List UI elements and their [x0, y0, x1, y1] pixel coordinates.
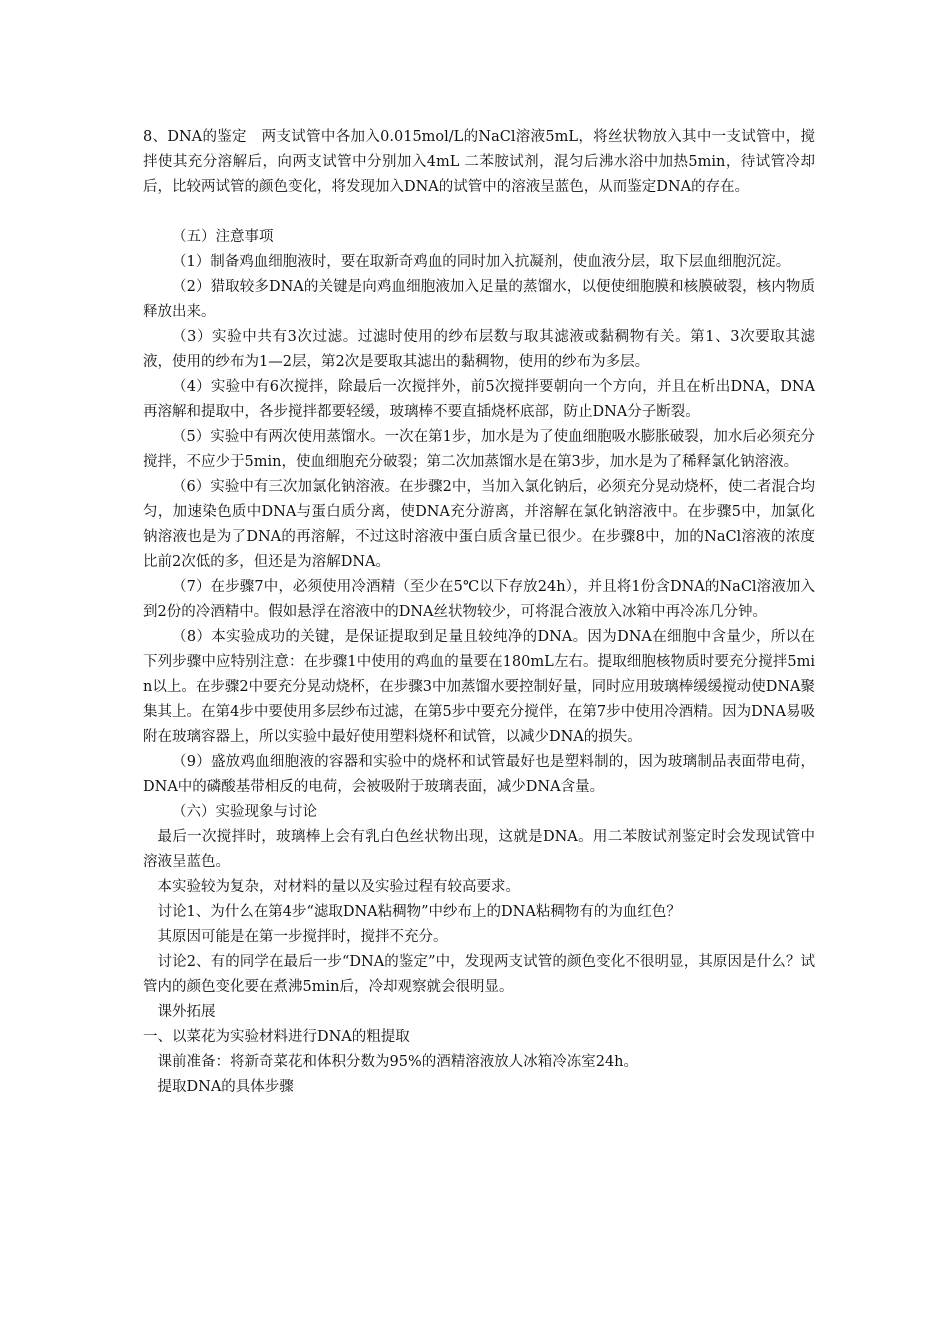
note-item: （3）实验中共有3次过滤。过滤时使用的纱布层数与取其滤液或黏稠物有关。第1、3次要取其滤液，使用的纱布为1—2层，第2次是要取其滤出的黏稠物，使用的纱布为多层。	[143, 329, 815, 370]
extension-title: 一、以菜花为实验材料进行DNA的粗提取	[143, 1029, 410, 1045]
discussion-paragraph: 讨论1、为什么在第4步“滤取DNA粘稠物”中纱布上的DNA粘稠物有的为血红色？	[157, 904, 681, 920]
dna-identification-paragraph: 8、DNA的鉴定 两支试管中各加入0.015mol/L的NaCl溶液5mL，将丝状物放入其中一支试管中，搅拌使其充分溶解后，向两支试管中分别加入4mL 二苯胺试剂，混匀后沸水浴中加热5min，待试管冷却后，比较两试管的颜色变化，将发现加入DNA的试管中的溶液呈蓝色，从而鉴定DNA的存在。	[143, 129, 815, 195]
discussion-paragraph: 其原因可能是在第一步搅拌时，搅拌不充分。	[157, 929, 448, 945]
note-item: （4）实验中有6次搅拌，除最后一次搅拌外，前5次搅拌要朝向一个方向，并且在析出DNA，DNA再溶解和提取中，各步搅拌都要轻缓，玻璃棒不要直插烧杯底部，防止DNA分子断裂。	[143, 379, 815, 420]
preparation-paragraph: 课前准备：将新奇菜花和体积分数为95%的酒精溶液放人冰箱冷冻室24h。	[157, 1054, 639, 1070]
note-item: （5）实验中有两次使用蒸馏水。一次在第1步，加水是为了使血细胞吸水膨胀破裂，加水后必须充分搅拌，不应少于5min，使血细胞充分破裂；第二次加蒸馏水是在第3步，加水是为了稀释氯化钠溶液。	[143, 429, 815, 470]
note-item: （1）制备鸡血细胞液时，要在取新奇鸡血的同时加入抗凝剂，使血液分层，取下层血细胞沉淀。	[172, 254, 791, 270]
document-page	[143, 125, 815, 1100]
steps-heading: 提取DNA的具体步骤	[157, 1079, 294, 1095]
note-item: （7）在步骤7中，必须使用冷酒精（至少在5℃以下存放24h），并且将1份含DNA的NaCl溶液加入到2份的冷酒精中。假如悬浮在溶液中的DNA丝状物较少，可将混合液放入冰箱中再冷冻几分钟。	[143, 579, 815, 620]
extension-heading: 课外拓展	[157, 1004, 216, 1020]
discussion-paragraph: 本实验较为复杂，对材料的量以及实验过程有较高要求。	[157, 879, 520, 895]
section-heading-discussion: （六）实验现象与讨论	[172, 804, 317, 820]
note-item: （9）盛放鸡血细胞液的容器和实验中的烧杯和试管最好也是塑料制的，因为玻璃制品表面带电荷，DNA中的磷酸基带相反的电荷，会被吸附于玻璃表面，减少DNA含量。	[143, 754, 815, 795]
discussion-paragraph: 讨论2、有的同学在最后一步“DNA的鉴定”中，发现两支试管的颜色变化不很明显，其原因是什么？试管内的颜色变化要在煮沸5min后，冷却观察就会很明显。	[143, 954, 815, 995]
section-heading-precautions: （五）注意事项	[172, 229, 274, 245]
note-item: （2）猎取较多DNA的关键是向鸡血细胞液加入足量的蒸馏水，以便使细胞膜和核膜破裂，核内物质释放出来。	[143, 279, 815, 320]
note-item: （8）本实验成功的关键，是保证提取到足量且较纯净的DNA。因为DNA在细胞中含量少，所以在下列步骤中应特别注意：在步骤1中使用的鸡血的量要在180mL左右。提取细胞核物质时要充分搅拌5min以上。在步骤2中要充分晃动烧杯，在步骤3中加蒸馏水要控制好量，同时应用玻璃棒缓缓搅动使DNA聚集其上。在第4步中要使用多层纱布过滤，在第5步中要充分搅伴，在第7步中使用冷酒精。因为DNA易吸附在玻璃容器上，所以实验中最好使用塑料烧杯和试管，以减少DNA的损失。	[143, 629, 815, 745]
discussion-paragraph: 最后一次搅拌时，玻璃棒上会有乳白色丝状物出现，这就是DNA。用二苯胺试剂鉴定时会发现试管中溶液呈蓝色。	[143, 829, 815, 870]
note-item: （6）实验中有三次加氯化钠溶液。在步骤2中，当加入氯化钠后，必须充分晃动烧杯，使二者混合均匀，加速染色质中DNA与蛋白质分离，使DNA充分游离，并溶解在氯化钠溶液中。在步骤5中，加氯化钠溶液也是为了DNA的再溶解，不过这时溶液中蛋白质含量已很少。在步骤8中，加的NaCl溶液的浓度比前2次低的多，但还是为溶解DNA。	[143, 479, 815, 570]
